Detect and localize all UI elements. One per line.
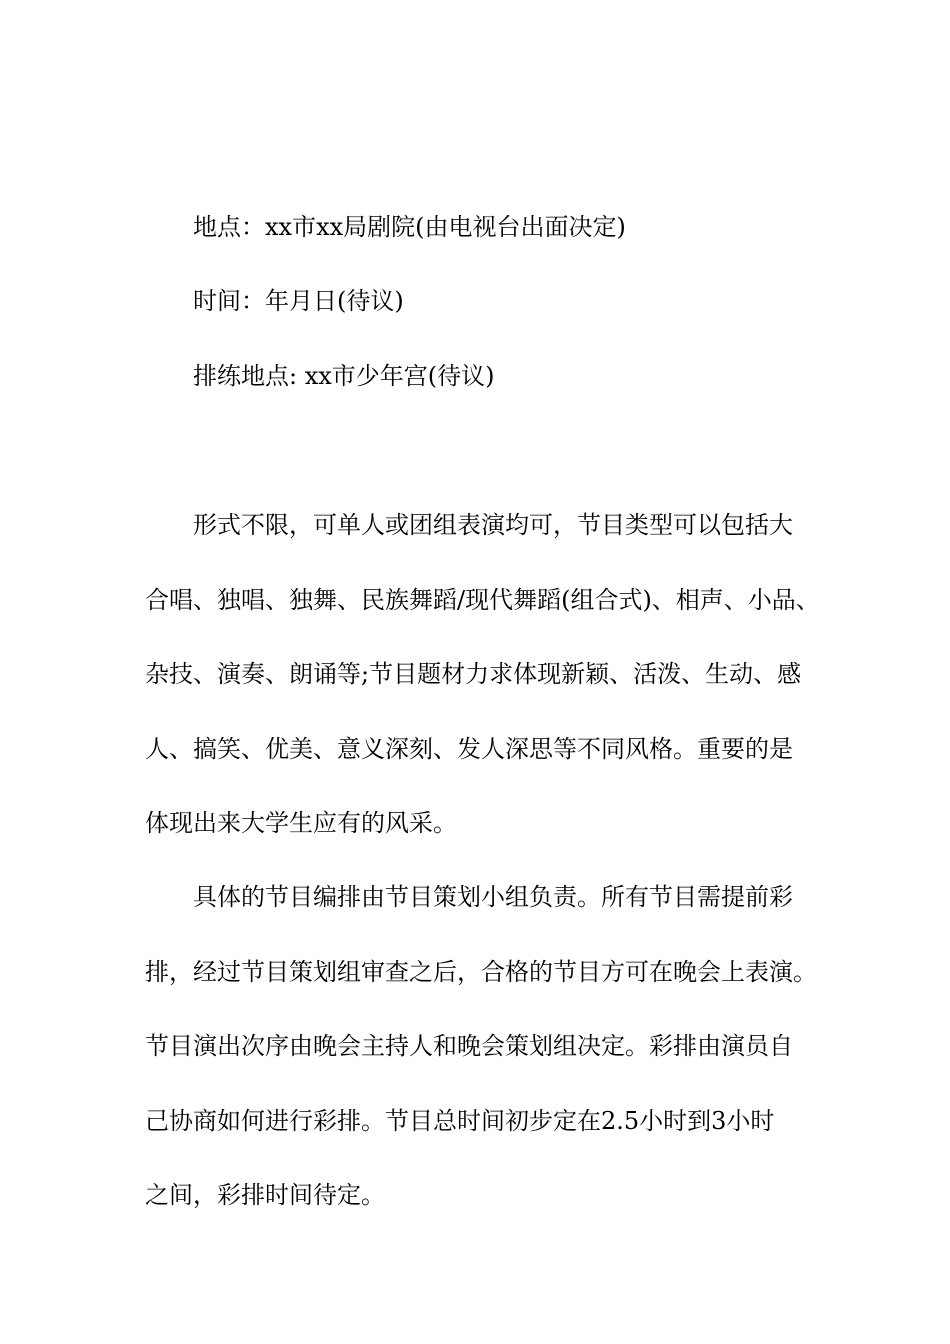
paragraph-line: 体现出来大学生应有的风采。	[145, 809, 457, 837]
paragraph-line: 杂技、演奏、朗诵等;节目题材力求体现新颖、活泼、生动、感	[145, 660, 802, 688]
paragraph-line: 合唱、独唱、独舞、民族舞蹈/现代舞蹈(组合式)、相声、小品、	[145, 586, 820, 614]
rehearsal-venue-line: 排练地点: xx市少年宫(待议)	[193, 362, 495, 390]
paragraph-line: 具体的节目编排由节目策划小组负责。所有节目需提前彩	[193, 883, 793, 911]
paragraph-line: 己协商如何进行彩排。节目总时间初步定在2.5小时到3小时	[145, 1107, 775, 1135]
paragraph-line: 排，经过节目策划组审查之后，合格的节目方可在晚会上表演。	[145, 958, 817, 986]
paragraph-line: 之间，彩排时间待定。	[145, 1181, 385, 1209]
time-line: 时间：年月日(待议)	[193, 287, 404, 315]
paragraph-line: 节目演出次序由晚会主持人和晚会策划组决定。彩排由演员自	[145, 1032, 793, 1060]
paragraph-line: 人、搞笑、优美、意义深刻、发人深思等不同风格。重要的是	[145, 735, 793, 763]
venue-line: 地点：xx市xx局剧院(由电视台出面决定)	[193, 213, 626, 241]
paragraph-line: 形式不限，可单人或团组表演均可，节目类型可以包括大	[193, 511, 793, 539]
